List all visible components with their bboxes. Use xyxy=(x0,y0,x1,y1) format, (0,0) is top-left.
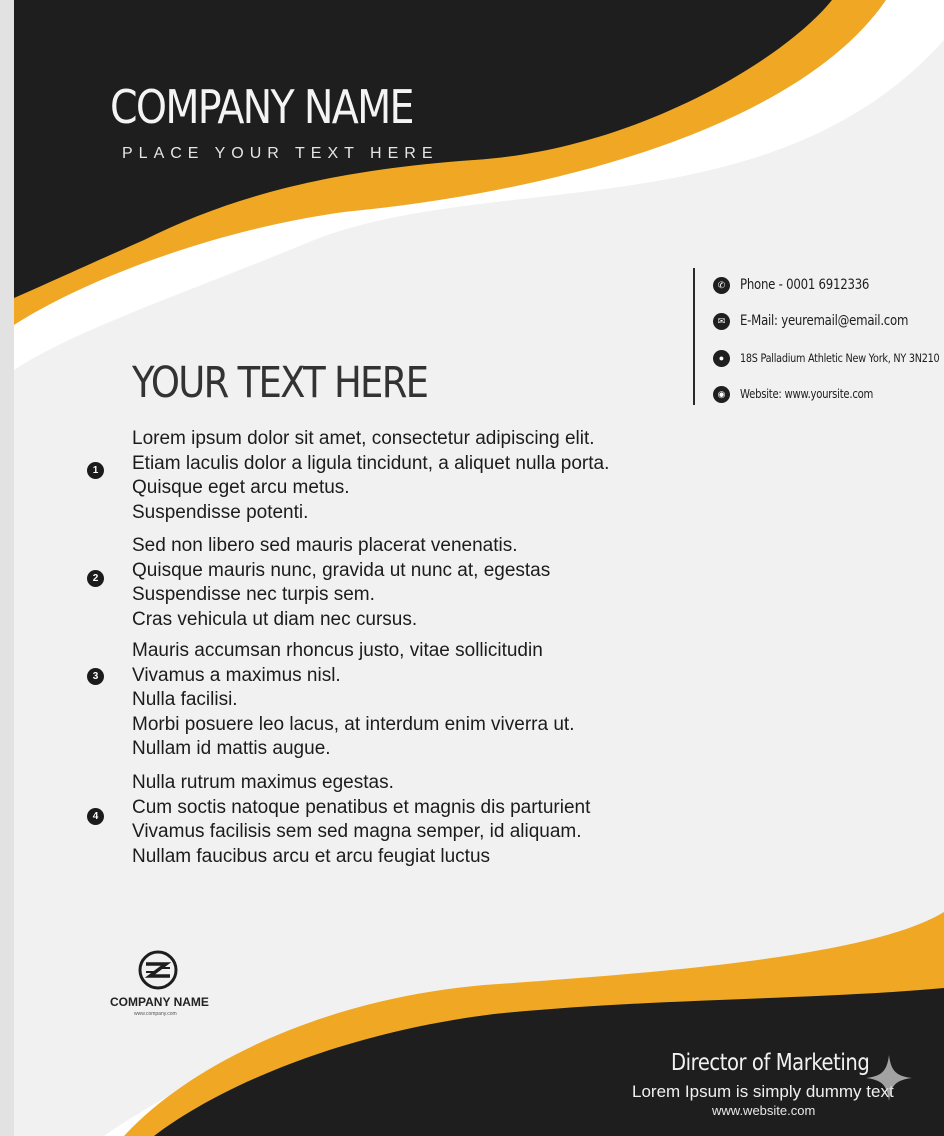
sparkle-icon xyxy=(864,1053,914,1103)
item-text xyxy=(132,639,574,762)
contact-website xyxy=(713,385,898,403)
footer-title: Director of Marketing xyxy=(671,1050,870,1076)
text-line: Quisque mauris nunc, gravida ut nunc at, egestas xyxy=(132,559,551,581)
company-logo-icon xyxy=(136,948,180,992)
footer-text: Lorem Ipsum is simply dummy text xyxy=(632,1082,894,1101)
text-line: Nulla facilisi. xyxy=(132,689,238,710)
location-pin-icon: ● xyxy=(713,350,730,367)
text-line: Suspendisse potenti. xyxy=(132,501,309,523)
text-line: Cras vehicula ut diam nec cursus. xyxy=(132,608,418,630)
contact-email-text: E-Mail: yeuremail@email.com xyxy=(740,313,909,329)
contact-address-text: 18S Palladium Athletic New York, NY 3N210 xyxy=(740,351,940,365)
contact-phone xyxy=(713,276,894,294)
logo-tagline: www.company.com xyxy=(134,1011,177,1017)
text-line: Mauris accumsan rhoncus justo, vitae sollicitudin xyxy=(132,640,543,661)
text-line: Sed non libero sed mauris placerat venenatis. xyxy=(132,535,518,556)
text-line: Nullam id mattis augue. xyxy=(132,738,331,759)
contact-block xyxy=(693,268,940,405)
item-text xyxy=(132,427,609,525)
text-line: Quisque eget arcu metus. xyxy=(132,477,350,498)
text-line: Vivamus facilisis sem sed magna semper, id aliquam. xyxy=(132,821,582,842)
item-text xyxy=(132,771,590,869)
contact-address xyxy=(713,349,944,367)
letterhead-page xyxy=(14,0,944,1136)
text-line: Etiam laculis dolor a ligula tincidunt, a aliquet nulla porta. xyxy=(132,452,610,474)
number-badge: 4 xyxy=(87,808,104,825)
text-line: Nulla rutrum maximus egestas. xyxy=(132,772,394,793)
text-line: Cum soctis natoque penatibus et magnis dis parturient xyxy=(132,796,591,818)
text-line: Lorem ipsum dolor sit amet, consectetur adipiscing elit. xyxy=(132,428,595,449)
item-text xyxy=(132,534,550,632)
contact-phone-text: Phone - 0001 6912336 xyxy=(740,277,870,293)
main-heading: YOUR TEXT HERE xyxy=(132,358,428,408)
contact-website-text: Website: www.yoursite.com xyxy=(740,387,874,401)
number-badge: 3 xyxy=(87,668,104,685)
footer-website: www.website.com xyxy=(712,1103,816,1118)
company-tagline: PLACE YOUR TEXT HERE xyxy=(122,145,439,162)
text-line: Vivamus a maximus nisl. xyxy=(132,664,341,686)
contact-email xyxy=(713,312,940,330)
text-line: Morbi posuere leo lacus, at interdum enim viverra ut. xyxy=(132,713,575,735)
text-line: Nullam faucibus arcu et arcu feugiat luctus xyxy=(132,845,491,867)
text-line: Suspendisse nec turpis sem. xyxy=(132,584,375,605)
company-name: COMPANY NAME xyxy=(110,80,413,134)
globe-icon: ◉ xyxy=(713,386,730,403)
phone-icon: ✆ xyxy=(713,277,730,294)
number-badge: 2 xyxy=(87,570,104,587)
email-icon: ✉ xyxy=(713,313,730,330)
number-badge: 1 xyxy=(87,462,104,479)
logo-company-name: COMPANY NAME xyxy=(110,995,209,1009)
